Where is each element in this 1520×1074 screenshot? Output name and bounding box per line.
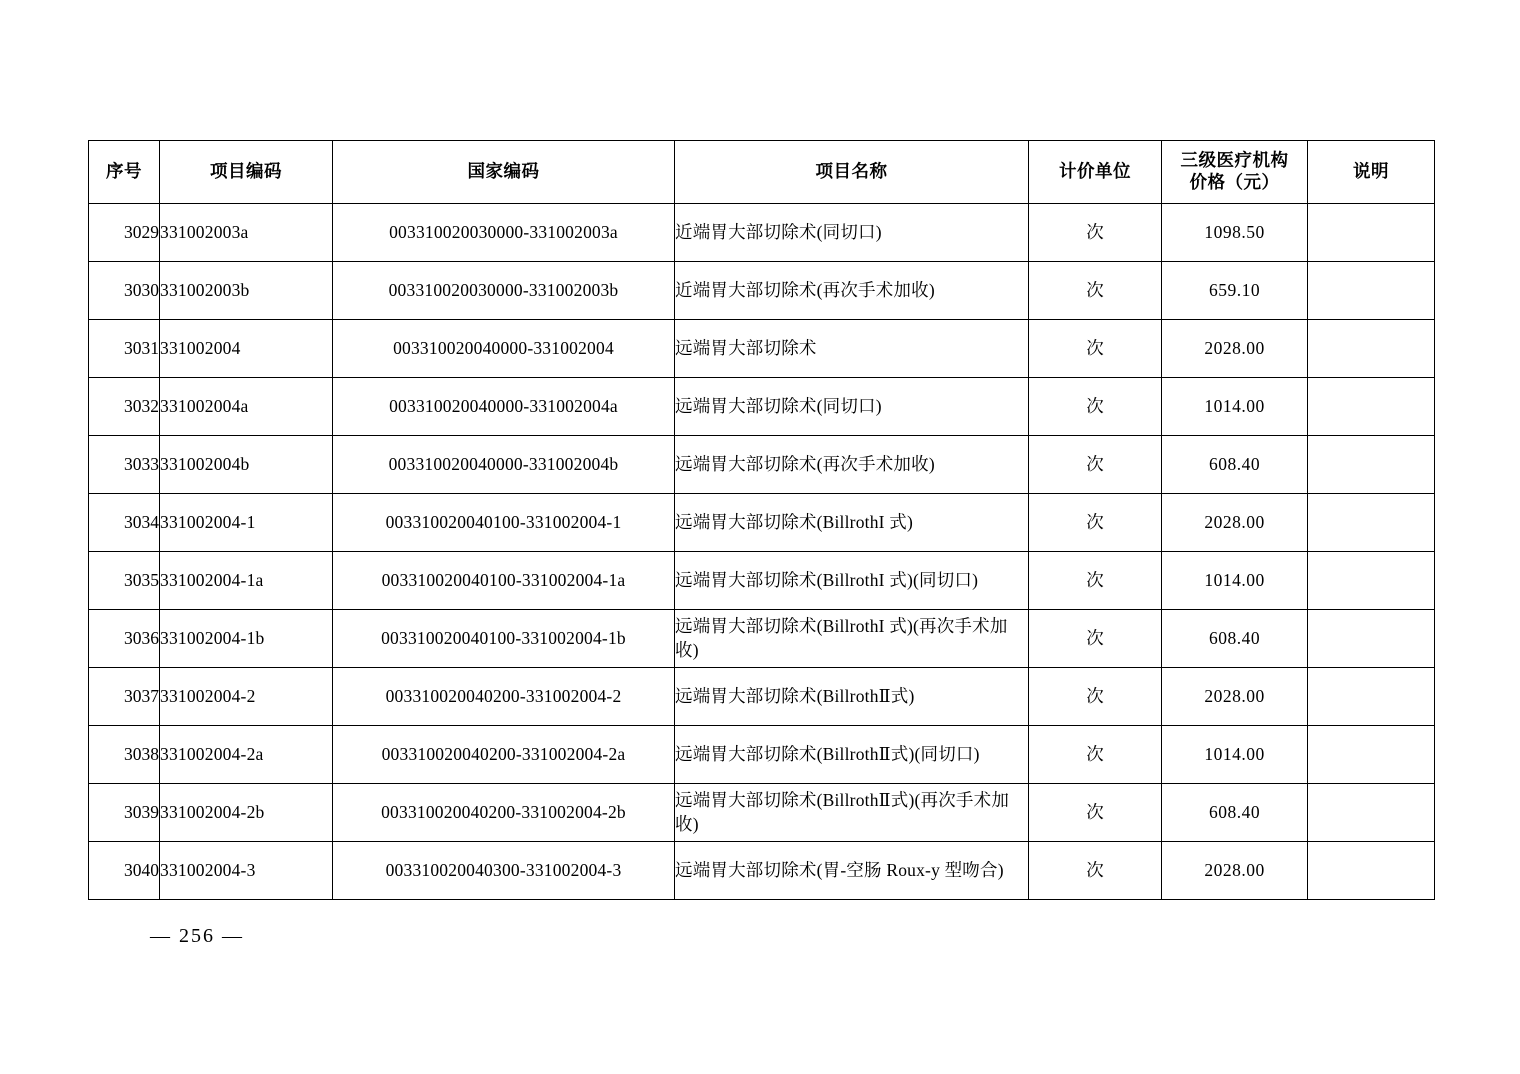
cell-unit: 次 xyxy=(1029,262,1162,320)
cell-note xyxy=(1308,842,1435,900)
cell-seq: 3036 xyxy=(89,610,160,668)
table-row xyxy=(89,494,1435,552)
cell-price: 2028.00 xyxy=(1162,320,1308,378)
column-header-price xyxy=(1162,141,1308,204)
cell-national-code: 003310020030000-331002003b xyxy=(333,262,675,320)
cell-item-code: 331002003a xyxy=(160,204,333,262)
table-row xyxy=(89,436,1435,494)
table-header-row xyxy=(89,141,1435,204)
cell-price: 2028.00 xyxy=(1162,494,1308,552)
cell-national-code: 003310020040100-331002004-1a xyxy=(333,552,675,610)
cell-unit: 次 xyxy=(1029,320,1162,378)
cell-price: 1014.00 xyxy=(1162,552,1308,610)
cell-price: 2028.00 xyxy=(1162,842,1308,900)
page-number: — 256 — xyxy=(150,925,244,947)
cell-note xyxy=(1308,668,1435,726)
cell-name: 远端胃大部切除术(BillrothⅡ式)(再次手术加收) xyxy=(675,784,1029,842)
cell-item-code: 331002004-2a xyxy=(160,726,333,784)
cell-item-code: 331002004-2 xyxy=(160,668,333,726)
table-row xyxy=(89,610,1435,668)
table-row xyxy=(89,668,1435,726)
cell-note xyxy=(1308,378,1435,436)
table-row xyxy=(89,204,1435,262)
table-row xyxy=(89,552,1435,610)
column-header-price-line1: 三级医疗机构 xyxy=(1180,150,1289,171)
cell-name: 近端胃大部切除术(同切口) xyxy=(675,204,1029,262)
cell-item-code: 331002004b xyxy=(160,436,333,494)
cell-national-code: 003310020030000-331002003a xyxy=(333,204,675,262)
cell-item-code: 331002004-2b xyxy=(160,784,333,842)
cell-name: 远端胃大部切除术(BillrothI 式)(再次手术加收) xyxy=(675,610,1029,668)
table-row xyxy=(89,378,1435,436)
cell-name: 远端胃大部切除术 xyxy=(675,320,1029,378)
cell-note xyxy=(1308,610,1435,668)
cell-unit: 次 xyxy=(1029,784,1162,842)
cell-price: 608.40 xyxy=(1162,436,1308,494)
column-header-item-code: 项目编码 xyxy=(160,141,333,204)
cell-note xyxy=(1308,726,1435,784)
cell-name: 远端胃大部切除术(BillrothI 式) xyxy=(675,494,1029,552)
table-header xyxy=(89,141,1435,204)
cell-name: 远端胃大部切除术(再次手术加收) xyxy=(675,436,1029,494)
cell-note xyxy=(1308,320,1435,378)
column-header-price-line2: 价格（元） xyxy=(1189,172,1280,192)
cell-seq: 3039 xyxy=(89,784,160,842)
cell-seq: 3034 xyxy=(89,494,160,552)
cell-price: 1098.50 xyxy=(1162,204,1308,262)
cell-seq: 3033 xyxy=(89,436,160,494)
cell-item-code: 331002004-1b xyxy=(160,610,333,668)
cell-national-code: 003310020040200-331002004-2a xyxy=(333,726,675,784)
cell-seq: 3037 xyxy=(89,668,160,726)
column-header-name: 项目名称 xyxy=(675,141,1029,204)
cell-name: 远端胃大部切除术(BillrothI 式)(同切口) xyxy=(675,552,1029,610)
cell-note xyxy=(1308,552,1435,610)
cell-seq: 3032 xyxy=(89,378,160,436)
cell-national-code: 003310020040200-331002004-2 xyxy=(333,668,675,726)
cell-unit: 次 xyxy=(1029,668,1162,726)
cell-name: 远端胃大部切除术(胃-空肠 Roux-y 型吻合) xyxy=(675,842,1029,900)
cell-national-code: 003310020040000-331002004b xyxy=(333,436,675,494)
cell-item-code: 331002004a xyxy=(160,378,333,436)
cell-price: 1014.00 xyxy=(1162,378,1308,436)
table-body xyxy=(89,204,1435,900)
cell-national-code: 003310020040100-331002004-1 xyxy=(333,494,675,552)
cell-name: 近端胃大部切除术(再次手术加收) xyxy=(675,262,1029,320)
cell-seq: 3038 xyxy=(89,726,160,784)
cell-seq: 3040 xyxy=(89,842,160,900)
cell-unit: 次 xyxy=(1029,610,1162,668)
cell-national-code: 003310020040300-331002004-3 xyxy=(333,842,675,900)
cell-note xyxy=(1308,262,1435,320)
cell-name: 远端胃大部切除术(BillrothⅡ式)(同切口) xyxy=(675,726,1029,784)
cell-unit: 次 xyxy=(1029,842,1162,900)
cell-note xyxy=(1308,784,1435,842)
cell-price: 2028.00 xyxy=(1162,668,1308,726)
cell-unit: 次 xyxy=(1029,552,1162,610)
column-header-unit: 计价单位 xyxy=(1029,141,1162,204)
cell-item-code: 331002004-1a xyxy=(160,552,333,610)
table-row xyxy=(89,842,1435,900)
table-row xyxy=(89,262,1435,320)
cell-unit: 次 xyxy=(1029,204,1162,262)
cell-seq: 3031 xyxy=(89,320,160,378)
cell-seq: 3030 xyxy=(89,262,160,320)
cell-price: 1014.00 xyxy=(1162,726,1308,784)
cell-unit: 次 xyxy=(1029,378,1162,436)
cell-price: 608.40 xyxy=(1162,610,1308,668)
cell-note xyxy=(1308,204,1435,262)
cell-note xyxy=(1308,494,1435,552)
cell-national-code: 003310020040000-331002004 xyxy=(333,320,675,378)
cell-price: 608.40 xyxy=(1162,784,1308,842)
cell-seq: 3029 xyxy=(89,204,160,262)
cell-name: 远端胃大部切除术(同切口) xyxy=(675,378,1029,436)
table-row xyxy=(89,784,1435,842)
cell-item-code: 331002004-1 xyxy=(160,494,333,552)
cell-national-code: 003310020040000-331002004a xyxy=(333,378,675,436)
medical-price-table xyxy=(88,140,1435,900)
cell-unit: 次 xyxy=(1029,436,1162,494)
cell-seq: 3035 xyxy=(89,552,160,610)
cell-unit: 次 xyxy=(1029,494,1162,552)
column-header-note: 说明 xyxy=(1308,141,1435,204)
cell-national-code: 003310020040200-331002004-2b xyxy=(333,784,675,842)
table-row xyxy=(89,320,1435,378)
cell-item-code: 331002004-3 xyxy=(160,842,333,900)
cell-name: 远端胃大部切除术(BillrothⅡ式) xyxy=(675,668,1029,726)
cell-national-code: 003310020040100-331002004-1b xyxy=(333,610,675,668)
cell-unit: 次 xyxy=(1029,726,1162,784)
column-header-national-code: 国家编码 xyxy=(333,141,675,204)
cell-item-code: 331002003b xyxy=(160,262,333,320)
cell-item-code: 331002004 xyxy=(160,320,333,378)
cell-price: 659.10 xyxy=(1162,262,1308,320)
price-table-container xyxy=(88,140,1434,900)
column-header-seq: 序号 xyxy=(89,141,160,204)
table-row xyxy=(89,726,1435,784)
cell-note xyxy=(1308,436,1435,494)
